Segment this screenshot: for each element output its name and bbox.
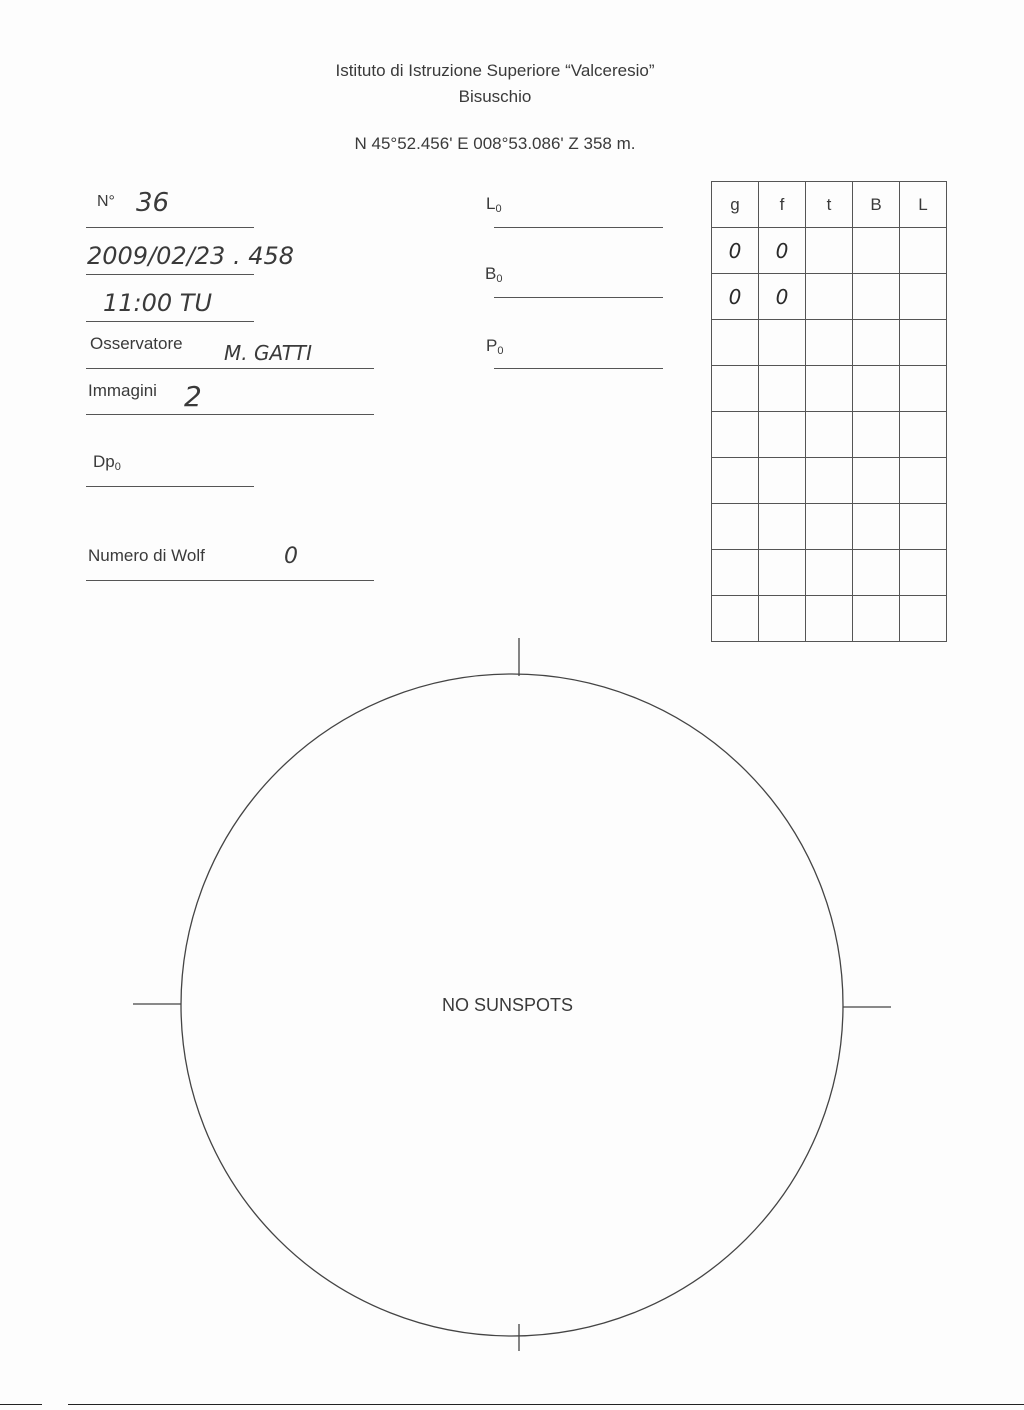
p0-label	[486, 336, 503, 357]
images-underline	[86, 414, 374, 415]
table-cell	[712, 504, 759, 550]
header-b: B	[853, 182, 900, 228]
table-cell: 0	[712, 274, 759, 320]
table-cell	[853, 320, 900, 366]
table-cell	[806, 320, 853, 366]
table-cell	[712, 458, 759, 504]
table-cell	[853, 228, 900, 274]
table-cell	[853, 550, 900, 596]
observer-value: M. GATTI	[224, 341, 313, 365]
dp0-label	[93, 452, 121, 473]
b0-label-sub: 0	[496, 273, 503, 285]
table-cell	[900, 412, 947, 458]
dp0-label-sub: 0	[114, 461, 121, 473]
table-row	[712, 458, 947, 504]
number-label: N°	[97, 193, 115, 210]
table-cell	[900, 458, 947, 504]
table-cell	[806, 228, 853, 274]
table-cell	[806, 274, 853, 320]
table-cell	[900, 550, 947, 596]
sunspot-table	[711, 181, 947, 642]
wolf-underline	[86, 580, 374, 581]
images-label: Immagini	[88, 381, 157, 400]
number-value: 36	[136, 188, 170, 218]
table-cell	[900, 366, 947, 412]
dp0-underline	[86, 486, 254, 487]
table-cell	[853, 412, 900, 458]
header-l: L	[900, 182, 947, 228]
table-cell	[853, 458, 900, 504]
table-cell	[759, 504, 806, 550]
wolf-label: Numero di Wolf	[88, 546, 205, 565]
table-row	[712, 320, 947, 366]
table-cell	[806, 550, 853, 596]
p0-underline	[494, 368, 663, 369]
p0-label-sub: 0	[497, 345, 504, 357]
table-cell	[900, 504, 947, 550]
table-cell	[712, 550, 759, 596]
l0-underline	[494, 227, 663, 228]
table-row	[712, 274, 947, 320]
table-cell	[900, 320, 947, 366]
institute-name: Istituto di Istruzione Superiore “Valceresio”	[335, 61, 655, 80]
b0-label-main: B	[485, 264, 497, 283]
header-t: t	[806, 182, 853, 228]
date-underline	[86, 274, 254, 275]
table-cell	[853, 504, 900, 550]
table-cell	[712, 320, 759, 366]
table-cell	[900, 274, 947, 320]
table-cell	[900, 228, 947, 274]
scan-edge-line-right	[68, 1404, 1024, 1405]
no-sunspots-note: NO SUNSPOTS	[442, 995, 574, 1015]
table-cell	[853, 366, 900, 412]
table-cell: 0	[759, 274, 806, 320]
table-header-row	[712, 182, 947, 228]
l0-label-main: L	[486, 194, 496, 213]
l0-label	[486, 194, 502, 215]
table-cell	[806, 366, 853, 412]
header-f: f	[759, 182, 806, 228]
l0-label-sub: 0	[495, 203, 502, 215]
p0-label-main: P	[486, 336, 498, 355]
table-row	[712, 550, 947, 596]
town-name: Bisuschio	[458, 87, 532, 106]
table-row	[712, 412, 947, 458]
table-cell	[759, 550, 806, 596]
coordinates: N 45°52.456' E 008°53.086' Z 358 m.	[354, 134, 636, 153]
table-cell	[806, 458, 853, 504]
observer-underline	[86, 368, 374, 369]
table-cell	[759, 366, 806, 412]
time-underline	[86, 321, 254, 322]
scan-edge-line-left	[0, 1404, 42, 1405]
table-row	[712, 228, 947, 274]
date-value: 2009/02/23 . 458	[87, 242, 295, 270]
table-cell: 0	[759, 228, 806, 274]
table-cell	[712, 412, 759, 458]
wolf-value: 0	[284, 544, 298, 569]
table-cell	[853, 274, 900, 320]
number-underline	[86, 227, 254, 228]
b0-underline	[494, 297, 663, 298]
dp0-label-main: Dp	[93, 452, 115, 471]
images-value: 2	[184, 380, 202, 413]
time-value: 11:00 TU	[103, 289, 213, 317]
table-cell	[759, 412, 806, 458]
table-cell	[806, 412, 853, 458]
table-row	[712, 504, 947, 550]
table-cell	[759, 458, 806, 504]
table-cell	[806, 504, 853, 550]
header-g: g	[712, 182, 759, 228]
table-cell	[759, 320, 806, 366]
b0-label	[485, 264, 502, 285]
table-cell: 0	[712, 228, 759, 274]
table-row	[712, 366, 947, 412]
table-cell	[712, 366, 759, 412]
observer-label: Osservatore	[90, 334, 183, 353]
